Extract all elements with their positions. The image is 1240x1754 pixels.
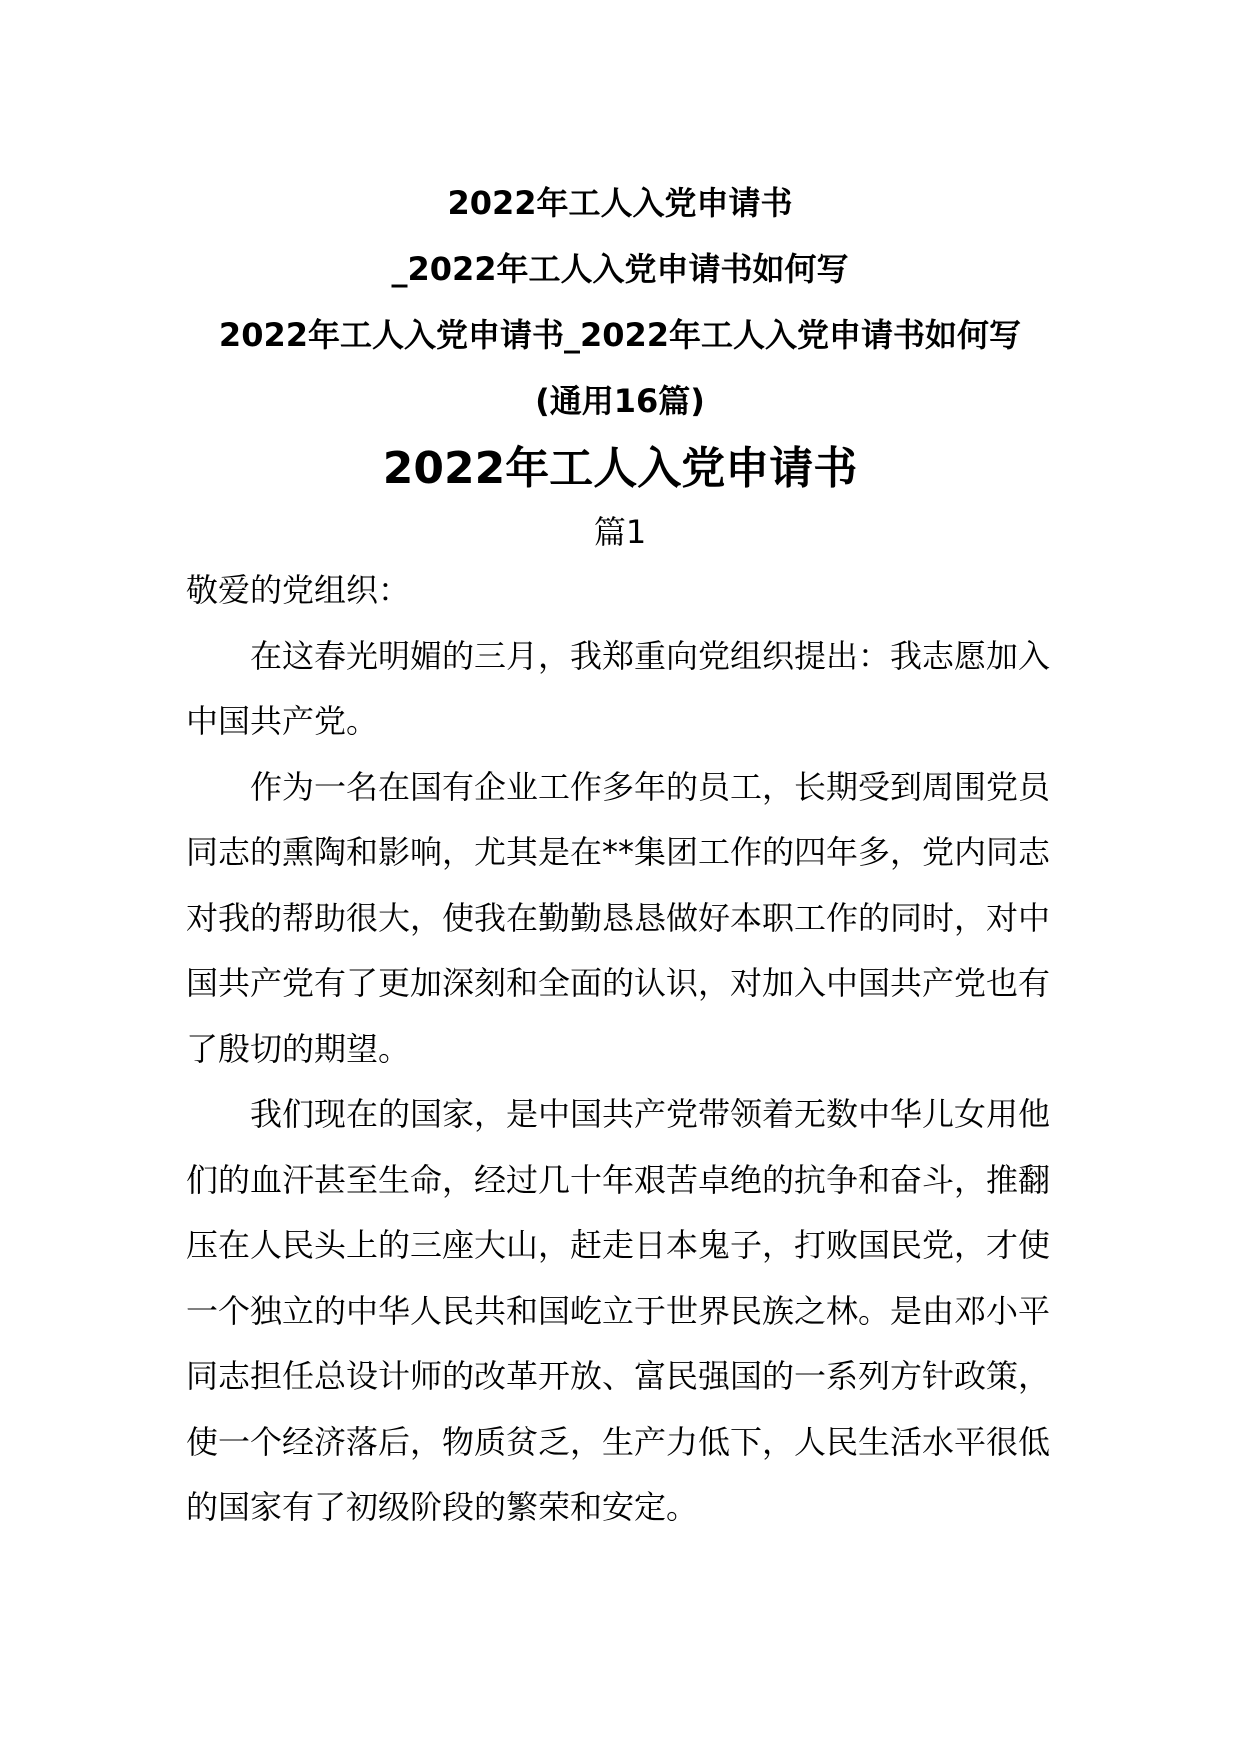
main-title: 2022年工人入党申请书: [382, 443, 858, 494]
letter-body: [186, 558, 1056, 1541]
title-block: [150, 170, 1090, 560]
salutation: 敬爱的党组织：: [186, 571, 411, 609]
title-line-3: 2022年工人入党申请书_2022年工人入党申请书如何写: [218, 316, 1022, 354]
title-line-1: 2022年工人入党申请书: [447, 184, 793, 222]
title-line-4: (通用16篇): [535, 382, 705, 420]
chapter-label: 篇1: [593, 513, 647, 551]
paragraph-2: 作为一名在国有企业工作多年的员工，长期受到周围党员同志的熏陶和影响，尤其是在**集团工作的四年多，党内同志对我的帮助很大，使我在勤勤恳恳做好本职工作的同时，对中国共产党有了更加深刻和全面的认识，对加入中国共产党也有了殷切的期望。: [186, 767, 1051, 1068]
paragraph-1: 在这春光明媚的三月，我郑重向党组织提出：我志愿加入中国共产党。: [186, 636, 1051, 740]
paragraph-3: 我们现在的国家，是中国共产党带领着无数中华儿女用他们的血汗甚至生命，经过几十年艰苦卓绝的抗争和奋斗，推翻压在人民头上的三座大山，赶走日本鬼子，打败国民党，才使一个独立的中华人民共和国屹立于世界民族之林。是由邓小平同志担任总设计师的改革开放、富民强国的一系列方针政策，使一个经济落后，物质贫乏，生产力低下，人民生活水平很低的国家有了初级阶段的繁荣和安定。: [186, 1095, 1051, 1526]
title-line-2: _2022年工人入党申请书如何写: [391, 250, 849, 288]
